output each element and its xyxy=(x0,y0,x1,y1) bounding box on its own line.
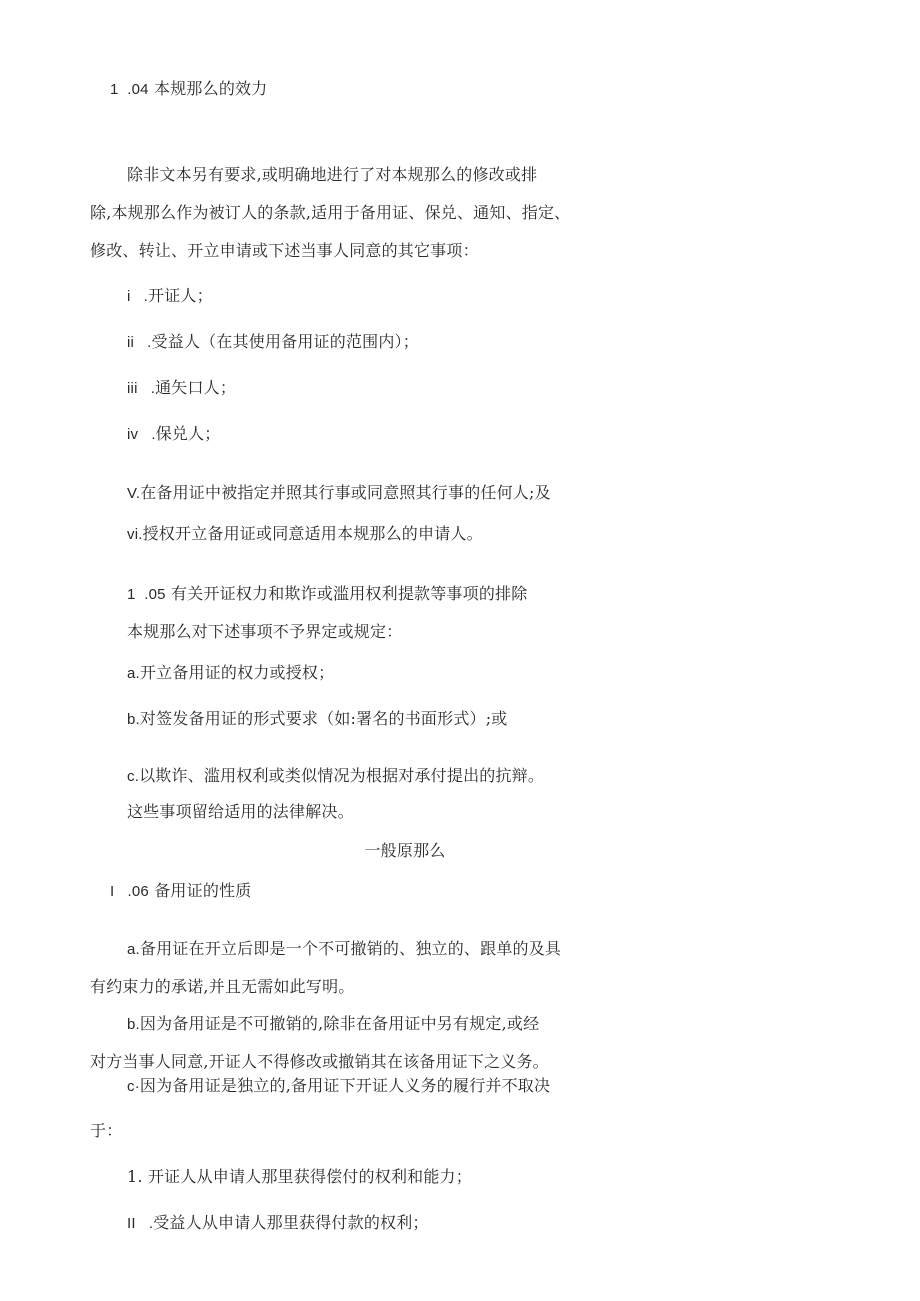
paragraph-line xyxy=(127,1014,539,1035)
section-title: 本规那么的效力 xyxy=(154,79,268,98)
list-item xyxy=(127,663,334,684)
paragraph-line: 于： xyxy=(90,1121,123,1140)
list-item-number: c. xyxy=(127,768,140,785)
section-heading-106 xyxy=(110,881,251,902)
paragraph-number: c· xyxy=(127,1078,140,1095)
list-item-number: V. xyxy=(127,485,141,502)
list-item-number: vi. xyxy=(127,526,143,543)
chapter-title: 一般原那么 xyxy=(364,841,446,860)
list-item xyxy=(127,286,213,307)
list-item-text: 以欺诈、滥用权利或类似情况为根据对承付提出的抗辩。 xyxy=(139,766,545,785)
section-number: I .06 xyxy=(110,883,149,900)
list-item-text: 开证人从申请人那里获得偿付的权利和能力； xyxy=(147,1167,472,1186)
paragraph-text: 因为备用证是独立的,备用证下开证人义务的履行并不取决 xyxy=(139,1076,551,1095)
section-closing: 这些事项留给适用的法律解决。 xyxy=(127,802,354,821)
list-item-text: 开证人； xyxy=(148,286,213,305)
section-heading-105 xyxy=(127,584,527,605)
paragraph-line: 有约束力的承诺,并且无需如此写明。 xyxy=(90,977,355,996)
list-item-text: 受益人从申请人那里获得付款的权利； xyxy=(153,1213,429,1232)
list-item-number: b. xyxy=(127,711,140,728)
list-item-number: ii . xyxy=(127,334,152,351)
list-item-number: iii . xyxy=(127,380,156,397)
list-item-text: 通矢口人； xyxy=(155,378,237,397)
list-item-text: 开立备用证的权力或授权； xyxy=(139,663,335,682)
paragraph-line: 除,本规那么作为被订人的条款,适用于备用证、保兑、通知、指定、 xyxy=(90,203,571,222)
section-title: 有关开证权力和欺诈或滥用权利提款等事项的排除 xyxy=(171,584,528,603)
list-item xyxy=(127,332,419,353)
section-number: 1 .04 xyxy=(110,81,149,98)
list-item-number: II . xyxy=(127,1215,154,1232)
list-item-text: 授权开立备用证或同意适用本规那么的申请人。 xyxy=(142,524,483,543)
list-item-number: i . xyxy=(127,288,149,305)
list-item xyxy=(127,709,508,730)
paragraph-number: b. xyxy=(127,1016,140,1033)
list-item xyxy=(127,1167,472,1187)
list-item-number: a. xyxy=(127,665,140,682)
paragraph-line: 修改、转让、开立申请或下述当事人同意的其它事项： xyxy=(90,241,479,260)
paragraph-text: 备用证在开立后即是一个不可撤销的、独立的、跟单的及具 xyxy=(139,939,562,958)
paragraph-line: 对方当事人同意,开证人不得修改或撤销其在该备用证下之义务。 xyxy=(90,1052,549,1071)
section-intro: 本规那么对下述事项不予界定或规定： xyxy=(127,622,403,641)
paragraph-line: 除非文本另有要求,或明确地进行了对本规那么的修改或排 xyxy=(127,165,538,184)
list-item-number: iv . xyxy=(127,426,156,443)
paragraph-line xyxy=(127,1076,550,1097)
section-title: 备用证的性质 xyxy=(154,881,252,900)
section-number: 1 .05 xyxy=(127,586,166,603)
section-heading-104 xyxy=(110,79,267,100)
list-item-text: 对签发备用证的形式要求（如:署名的书面形式）;或 xyxy=(139,709,508,728)
list-item-text: 受益人（在其使用备用证的范围内）； xyxy=(151,332,419,351)
paragraph-line xyxy=(127,939,561,960)
list-item-text: 在备用证中被指定并照其行事或同意照其行事的任何人;及 xyxy=(140,483,551,502)
list-item xyxy=(127,378,236,399)
paragraph-text: 因为备用证是不可撤销的,除非在备用证中另有规定,或经 xyxy=(139,1014,540,1033)
list-item xyxy=(127,1213,429,1234)
list-item-text: 保兑人； xyxy=(155,424,221,443)
paragraph-number: a. xyxy=(127,941,140,958)
list-item xyxy=(127,766,544,787)
list-item-number: 1. xyxy=(127,1167,148,1186)
list-item xyxy=(127,524,483,545)
list-item xyxy=(127,424,221,445)
list-item xyxy=(127,483,551,504)
